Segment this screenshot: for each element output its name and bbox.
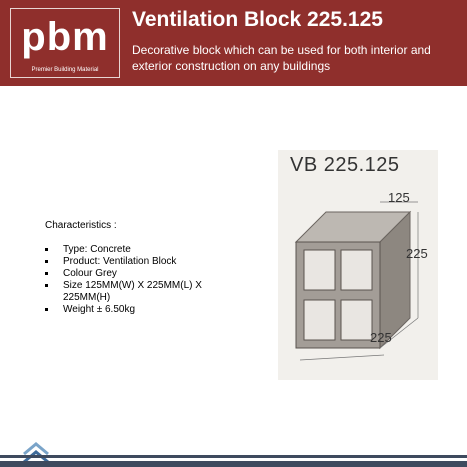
characteristics-label: Characteristics : <box>45 220 117 231</box>
header-banner <box>0 0 467 86</box>
spec-item: Weight ± 6.50kg <box>45 304 225 316</box>
block-diagram <box>278 150 438 380</box>
footer-band <box>0 461 467 467</box>
diagram-label: VB 225.125 <box>290 154 400 176</box>
spec-item: Product: Ventilation Block <box>45 256 225 268</box>
page-title: Ventilation Block 225.125 <box>132 8 383 31</box>
page-subtitle: Decorative block which can be used for both interior and exterior construction on any buildings <box>132 43 431 73</box>
dimension-width: 225 <box>370 330 392 345</box>
spec-item: Type: Concrete <box>45 244 225 256</box>
ventilation-block-drawing <box>278 150 438 380</box>
spec-item: Size 125MM(W) X 225MM(L) X 225MM(H) <box>45 280 225 304</box>
pbm-logo <box>10 8 120 78</box>
dimension-depth: 125 <box>388 190 410 205</box>
footer-line <box>0 455 467 458</box>
dimension-height: 225 <box>406 246 428 261</box>
logo-text: pbm <box>21 15 109 59</box>
spec-item: Colour Grey <box>45 268 225 280</box>
logo-subtitle: Premier Building Material <box>31 67 99 73</box>
spec-list <box>45 244 225 316</box>
